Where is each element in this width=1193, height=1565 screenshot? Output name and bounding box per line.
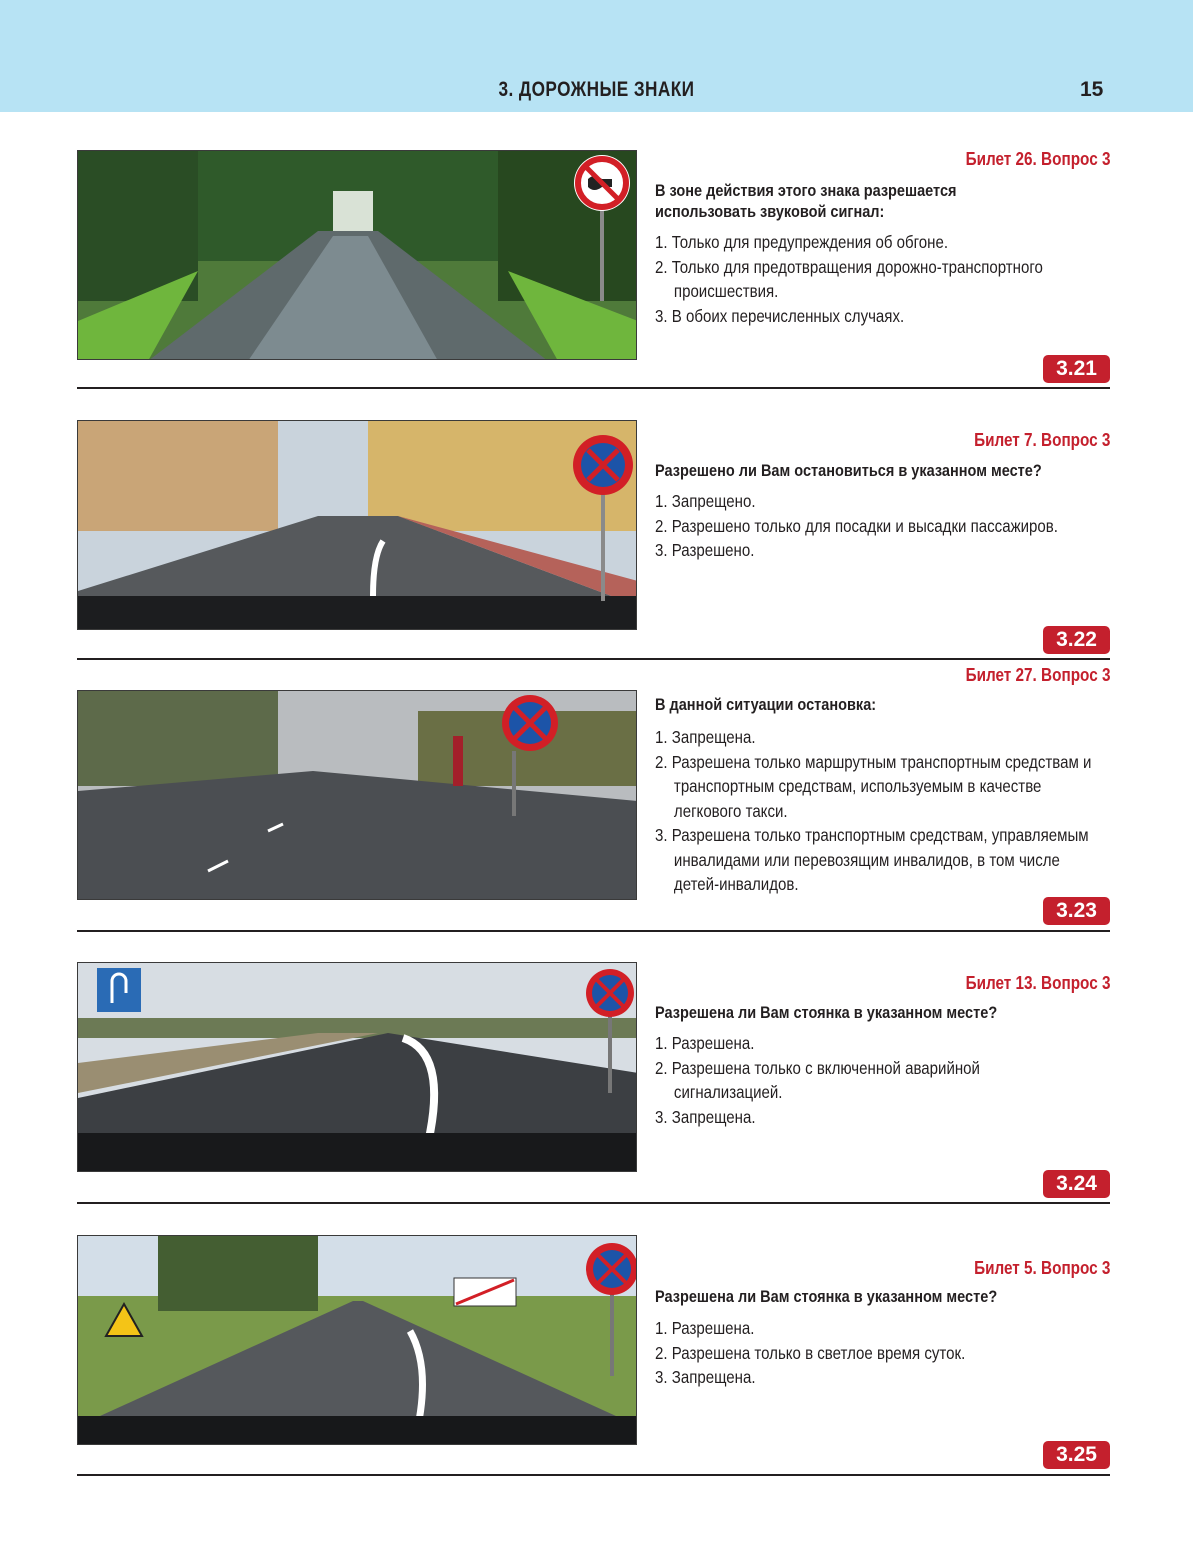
question-number-badge: 3.24 [1043,1170,1110,1198]
answer-option: 2. Разрешена только с включенной аварийной сигнализацией. [655,1057,980,1102]
question-number-badge: 3.22 [1043,626,1110,654]
photo-avenue-hitchhiker [77,690,637,900]
ticket-label: Билет 13. Вопрос 3 [965,973,1110,993]
answer-option: 2. Разрешена только в светлое время суток. [655,1342,966,1363]
photo-highway-u-turn [77,962,637,1172]
ticket-label: Билет 27. Вопрос 3 [965,665,1110,685]
chapter-title: 3. ДОРОЖНЫЕ ЗНАКИ [498,78,695,101]
answer-option: 2. Разрешено только для посадки и высадки пассажиров. [655,515,1058,536]
answer-option: 1. Разрешена. [655,1318,755,1338]
ticket-label: Билет 7. Вопрос 3 [973,430,1110,450]
answer-option: 3. Разрешено. [655,540,755,560]
divider [77,658,1110,660]
answer-option: 2. Только для предотвращения дорожно-транспортного происшествия. [655,256,1043,301]
divider [77,1474,1110,1476]
question-text: Разрешено ли Вам остановиться в указанном месте? [655,462,1042,480]
answer-option: 1. Разрешена. [655,1033,755,1053]
divider [77,387,1110,389]
answer-option: 2. Разрешена только маршрутным транспортным средствам и транспортным средствам, используемым в качестве легкового такси. [655,751,1092,821]
photo-city-street [77,420,637,630]
photo-country-road [77,1235,637,1445]
question-text: Разрешена ли Вам стоянка в указанном месте? [655,1004,998,1022]
answer-option: 3. Разрешена только транспортным средствам, управляемым инвалидами или перевозящим инвалидов, в том числе детей-инвалидов. [655,825,1089,894]
question-number-badge: 3.21 [1043,355,1110,383]
question-text: Разрешена ли Вам стоянка в указанном месте? [655,1288,998,1306]
ticket-label: Билет 5. Вопрос 3 [973,1258,1110,1278]
answer-list [655,1316,1059,1390]
answer-option: 1. Запрещено. [655,491,756,511]
divider [77,1202,1110,1204]
answer-option: 1. Запрещена. [655,727,756,747]
question-text: В данной ситуации остановка: [655,696,877,714]
answer-list [655,1031,1059,1129]
answer-option: 1. Только для предупреждения об обгоне. [655,232,949,252]
question-number-badge: 3.25 [1043,1441,1110,1469]
divider [77,930,1110,932]
answer-list [655,725,1102,897]
page-number: 15 [1080,78,1104,101]
answer-option: 3. Запрещена. [655,1367,756,1387]
ticket-label: Билет 26. Вопрос 3 [965,149,1110,169]
question-text: В зоне действия этого знака разрешается использовать звуковой сигнал: [655,182,957,221]
answer-option: 3. В обоих перечисленных случаях. [655,305,905,326]
question-number-badge: 3.23 [1043,897,1110,925]
answer-list [655,489,1059,563]
answer-option: 3. Запрещена. [655,1106,756,1127]
